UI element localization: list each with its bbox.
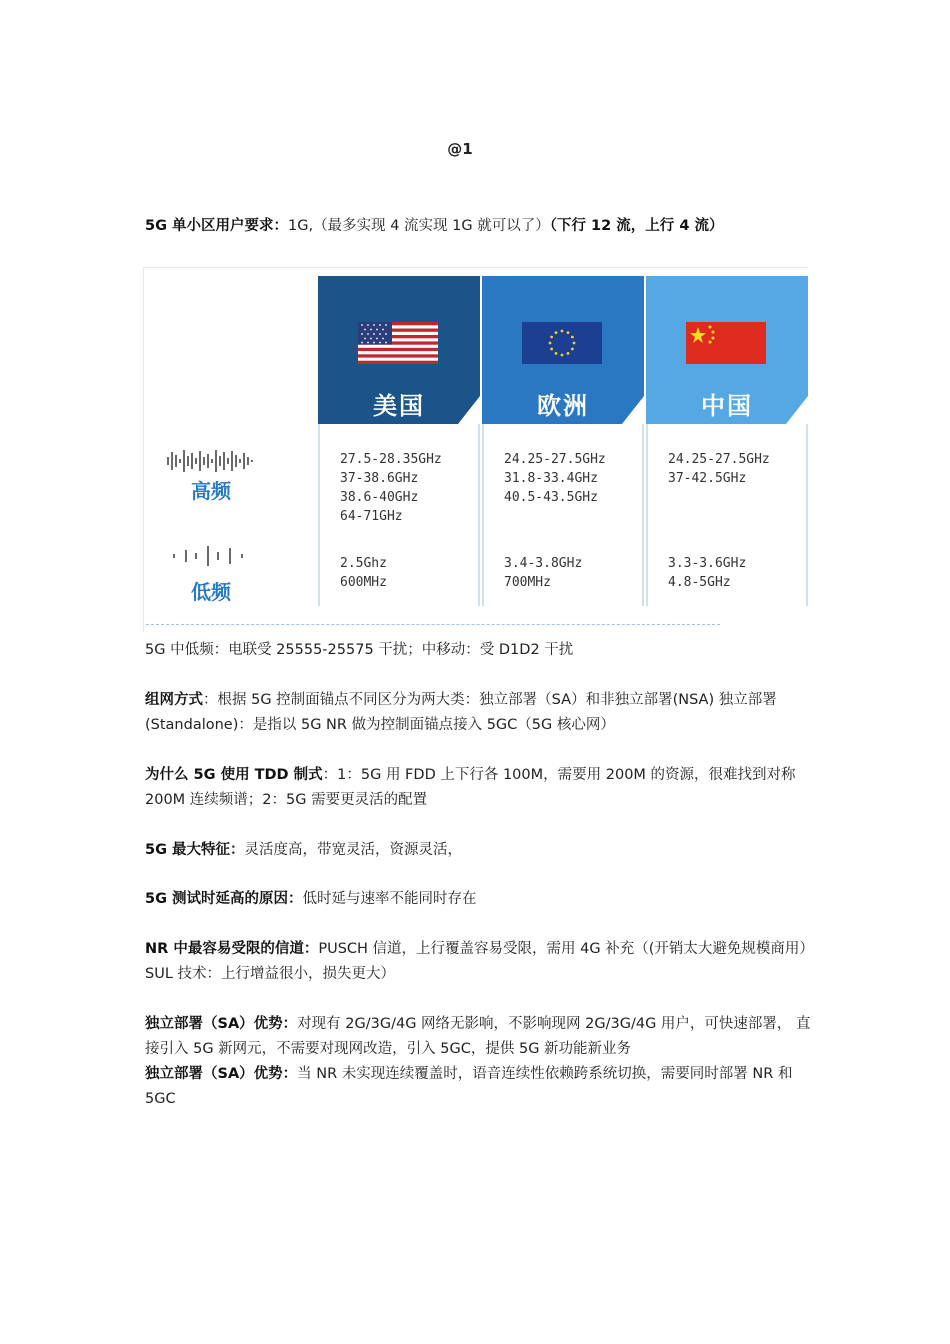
paragraph-single-cell-requirement [145, 214, 815, 239]
region-header [482, 276, 644, 424]
paragraph-lead: 5G 单小区用户要求： [145, 218, 289, 234]
row-label-high: 高频 [191, 479, 231, 503]
paragraph-lead: 5G 测试时延高的原因： [145, 891, 303, 907]
region-header [318, 276, 480, 424]
region-body [318, 424, 480, 606]
usa-flag-icon [358, 322, 438, 364]
paragraph-text: PUSCH 信道，上行覆盖容易受限，需用 4G 补充（(开销太大避免规模商用）SUL 技术：上行增益很小，损失更大） [145, 941, 814, 982]
paragraph-why-tdd [145, 763, 815, 813]
paragraph-network-mode [145, 688, 815, 738]
paragraph-lead: 组网方式 [145, 692, 203, 708]
paragraph-text: ：1：5G 用 FDD 上下行各 100M，需要用 200M 的资源，很难找到对称 200M 连续频谱；2：5G 需要更灵活的配置 [145, 767, 796, 808]
high-frequency-wave-icon [166, 448, 256, 474]
region-name: 中国 [701, 392, 753, 420]
china-flag-icon [686, 322, 766, 364]
high-frequency-list: 27.5-28.35GHz 37-38.6GHz 38.6-40GHz 64-71GHz [340, 452, 442, 524]
region-body [646, 424, 808, 606]
paragraph-text: 低时延与速率不能同时存在 [302, 891, 477, 907]
low-frequency-list: 2.5Ghz 600MHz [340, 556, 387, 590]
row-label-low: 低频 [191, 580, 231, 604]
region-column-europe [482, 276, 644, 606]
paragraph-text: 灵活度高，带宽灵活，资源灵活， [244, 842, 463, 858]
eu-flag-icon [522, 322, 602, 364]
paragraph-text: 对现有 2G/3G/4G 网络无影响，不影响现网 2G/3G/4G 用户，可快速部署， 直接引入 5G 新网元，不需要对现网改造，引入 5GC，提供 5G 新功能新业务 [145, 1016, 811, 1057]
low-frequency-list: 3.3-3.6GHz 4.8-5GHz [668, 556, 747, 590]
paragraph-lead: 为什么 5G 使用 TDD 制式 [145, 767, 323, 783]
paragraph-sa-advantage [145, 1012, 815, 1062]
paragraph-text: 1G,（最多实现 4 流实现 1G 就可以了） [288, 218, 550, 234]
region-header [646, 276, 808, 424]
paragraph-text: 当 NR 未实现连续覆盖时，语音连续性依赖跨系统切换，需要同时部署 NR 和 5GC [145, 1066, 793, 1107]
paragraph-lead: 5G 最大特征： [145, 842, 245, 858]
region-column-usa [318, 276, 480, 606]
low-frequency-wave-icon [170, 544, 250, 568]
low-frequency-list: 3.4-3.8GHz 700MHz [504, 556, 583, 590]
paragraph-lead-2: （下行 12 流，上行 4 流） [549, 218, 724, 234]
page-heading: @1 [447, 140, 473, 158]
region-name: 欧洲 [537, 392, 589, 420]
spectrum-figure [143, 267, 808, 632]
region-column-china [646, 276, 808, 606]
paragraph-limited-channel [145, 937, 815, 987]
paragraph-lead: 独立部署（SA）优势： [145, 1066, 298, 1082]
paragraph-mid-low-band [145, 638, 815, 663]
high-frequency-list: 24.25-27.5GHz 31.8-33.4GHz 40.5-43.5GHz [504, 452, 606, 505]
paragraph-text: 5G 中低频：电联受 25555-25575 干扰；中移动：受 D1D2 干扰 [145, 642, 574, 658]
region-body [482, 424, 644, 606]
paragraph-sa-advantage-2 [145, 1062, 815, 1112]
paragraph-max-feature [145, 838, 815, 863]
paragraph-text: ：根据 5G 控制面锚点不同区分为两大类：独立部署（SA）和非独立部署(NSA) 独立部署(Standalone)：是指以 5G NR 做为控制面锚点接入 5GC（5G 核心网） [145, 692, 777, 733]
paragraph-lead: 独立部署（SA）优势： [145, 1016, 298, 1032]
high-frequency-list: 24.25-27.5GHz 37-42.5GHz [668, 452, 770, 486]
region-name: 美国 [373, 392, 425, 420]
figure-divider [146, 624, 720, 625]
paragraph-lead: NR 中最容易受限的信道： [145, 941, 319, 957]
paragraph-latency-reason [145, 887, 815, 912]
